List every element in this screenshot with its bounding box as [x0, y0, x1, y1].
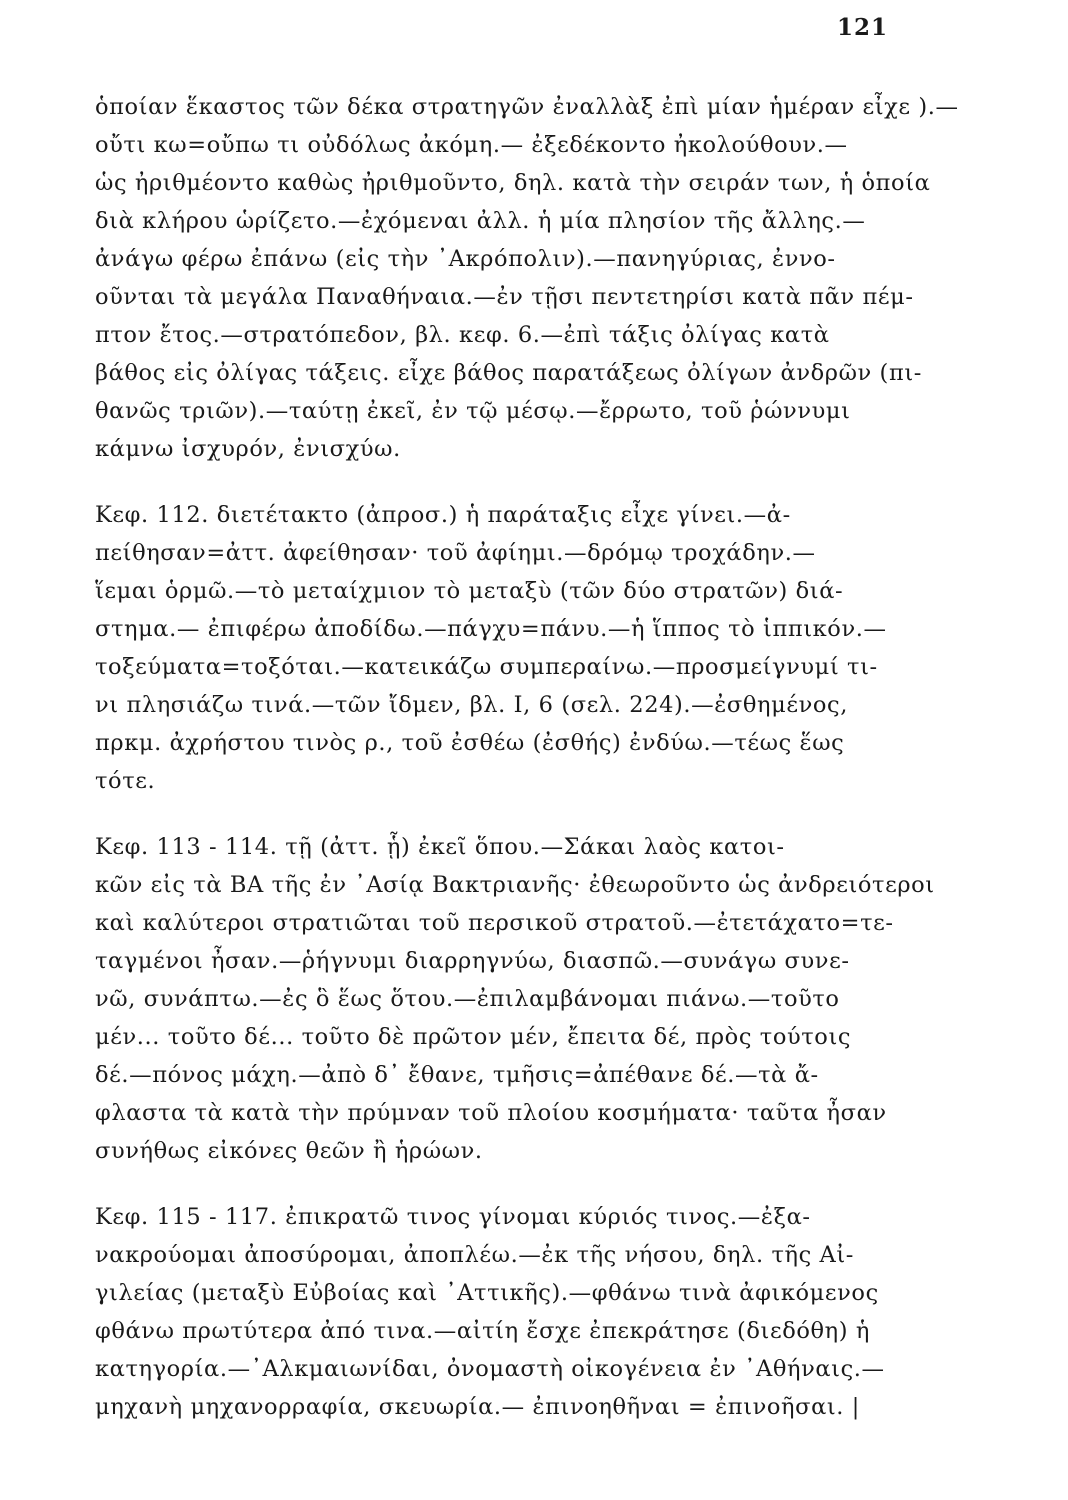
text-line: μέν... τοῦτο δέ... τοῦτο δὲ πρῶτον μέν, ἔπειτα δέ, πρὸς τούτοις: [95, 1024, 852, 1050]
section-heading-line: Κεφ. 115 - 117. ἐπικρατῶ τινος γίνομαι κύριός τινος.—ἐξα-: [95, 1204, 811, 1230]
section-gap: [95, 468, 905, 496]
text-line: θανῶς τριῶν).—ταύτῃ ἐκεῖ, ἐν τῷ μέσῳ.—ἔρρωτο, τοῦ ῥώννυμι: [95, 398, 851, 424]
text-line: γιλείας (μεταξὺ Εὐβοίας καὶ ᾿Αττικῆς).—φθάνω τινὰ ἀφικόμενος: [95, 1280, 879, 1306]
text-line: καὶ καλύτεροι στρατιῶται τοῦ περσικοῦ στρατοῦ.—ἐτετάχατο=τε-: [95, 910, 894, 936]
text-line: κάμνω ἰσχυρόν, ἐνισχύω.: [95, 436, 401, 462]
text-line: ὁποίαν ἕκαστος τῶν δέκα στρατηγῶν ἐναλλὰξ ἐπὶ μίαν ἡμέραν εἶχε ).—: [95, 94, 959, 120]
text-line: τοξεύματα=τοξόται.—κατεικάζω συμπεραίνω.—προσμείγνυμί τι-: [95, 654, 878, 680]
text-line: ἀνάγω φέρω ἐπάνω (εἰς τὴν ᾿Ακρόπολιν).—πανηγύριας, ἐννο-: [95, 246, 836, 272]
text-line: πτον ἔτος.—στρατόπεδον, βλ. κεφ. 6.—ἐπὶ τάξις ὀλίγας κατὰ: [95, 322, 830, 348]
text-line: νι πλησιάζω τινά.—τῶν ἴδμεν, βλ. I, 6 (σελ. 224).—ἐσθημένος,: [95, 692, 848, 718]
text-line: μηχανὴ μηχανορραφία, σκευωρία.— ἐπινοηθῆναι = ἐπινοῆσαι. |: [95, 1394, 860, 1420]
text-line: στημα.— ἐπιφέρω ἀποδίδω.—πάγχυ=πάνυ.—ἡ ἵππος τὸ ἱππικόν.—: [95, 616, 887, 642]
text-line: κατηγορία.—᾿Αλκμαιωνίδαι, ὀνομαστὴ οἰκογένεια ἐν ᾿Αθήναις.—: [95, 1356, 885, 1382]
section-heading-line: Κεφ. 112. διετέτακτο (ἀπροσ.) ἡ παράταξις εἶχε γίνει.—ἀ-: [95, 502, 791, 528]
commentary-text: [95, 88, 959, 1426]
section-gap: [95, 1170, 905, 1198]
page-number: 121: [836, 14, 888, 41]
text-line: συνήθως εἰκόνες θεῶν ἢ ἡρώων.: [95, 1138, 483, 1164]
text-line: διὰ κλήρου ὡρίζετο.—ἐχόμεναι ἀλλ. ἡ μία πλησίον τῆς ἄλλης.—: [95, 208, 866, 234]
text-line: δέ.—πόνος μάχη.—ἀπὸ δ᾿ ἔθανε, τμῆσις=ἀπέθανε δέ.—τὰ ἄ-: [95, 1062, 819, 1088]
text-line: φλαστα τὰ κατὰ τὴν πρύμναν τοῦ πλοίου κοσμήματα· ταῦτα ἦσαν: [95, 1100, 887, 1126]
text-line: φθάνω πρωτύτερα ἀπό τινα.—αἰτίη ἔσχε ἐπεκράτησε (διεδόθη) ἡ: [95, 1318, 870, 1344]
text-line: τότε.: [95, 768, 156, 794]
text-line: πείθησαν=ἀττ. ἀφείθησαν· τοῦ ἀφίημι.—δρόμῳ τροχάδην.—: [95, 540, 816, 566]
text-line: ὡς ἠριθμέοντο καθὼς ἠριθμοῦντο, δηλ. κατὰ τὴν σειράν των, ἡ ὁποία: [95, 170, 931, 196]
text-line: οὔτι κω=οὔπω τι οὐδόλως ἀκόμη.— ἐξεδέκοντο ἠκολούθουν.—: [95, 132, 848, 158]
section-gap: [95, 800, 905, 828]
text-line: πρκμ. ἀχρήστου τινὸς ρ., τοῦ ἐσθέω (ἐσθής) ἐνδύω.—τέως ἕως: [95, 730, 845, 756]
text-line: ἵεμαι ὁρμῶ.—τὸ μεταίχμιον τὸ μεταξὺ (τῶν δύο στρατῶν) διά-: [95, 578, 844, 604]
section-heading-line: Κεφ. 113 - 114. τῇ (ἀττ. ᾗ) ἐκεῖ ὅπου.—Σάκαι λαὸς κατοι-: [95, 834, 785, 860]
text-line: ταγμένοι ἦσαν.—ῥήγνυμι διαρρηγνύω, διασπῶ.—συνάγω συνε-: [95, 948, 850, 974]
text-line: οῦνται τὰ μεγάλα Παναθήναια.—ἐν τῇσι πεντετηρίσι κατὰ πᾶν πέμ-: [95, 284, 914, 310]
text-line: νῶ, συνάπτω.—ἐς ὃ ἕως ὅτου.—ἐπιλαμβάνομαι πιάνω.—τοῦτο: [95, 986, 840, 1012]
text-line: κῶν εἰς τὰ ΒΑ τῆς ἐν ᾿Ασίᾳ Βακτριανῆς· ἐθεωροῦντο ὡς ἀνδρειότεροι: [95, 872, 935, 898]
text-line: βάθος εἰς ὀλίγας τάξεις. εἶχε βάθος παρατάξεως ὀλίγων ἀνδρῶν (πι-: [95, 360, 922, 386]
text-line: νακρούομαι ἀποσύρομαι, ἀποπλέω.—ἐκ τῆς νήσου, δηλ. τῆς Αἰ-: [95, 1242, 854, 1268]
